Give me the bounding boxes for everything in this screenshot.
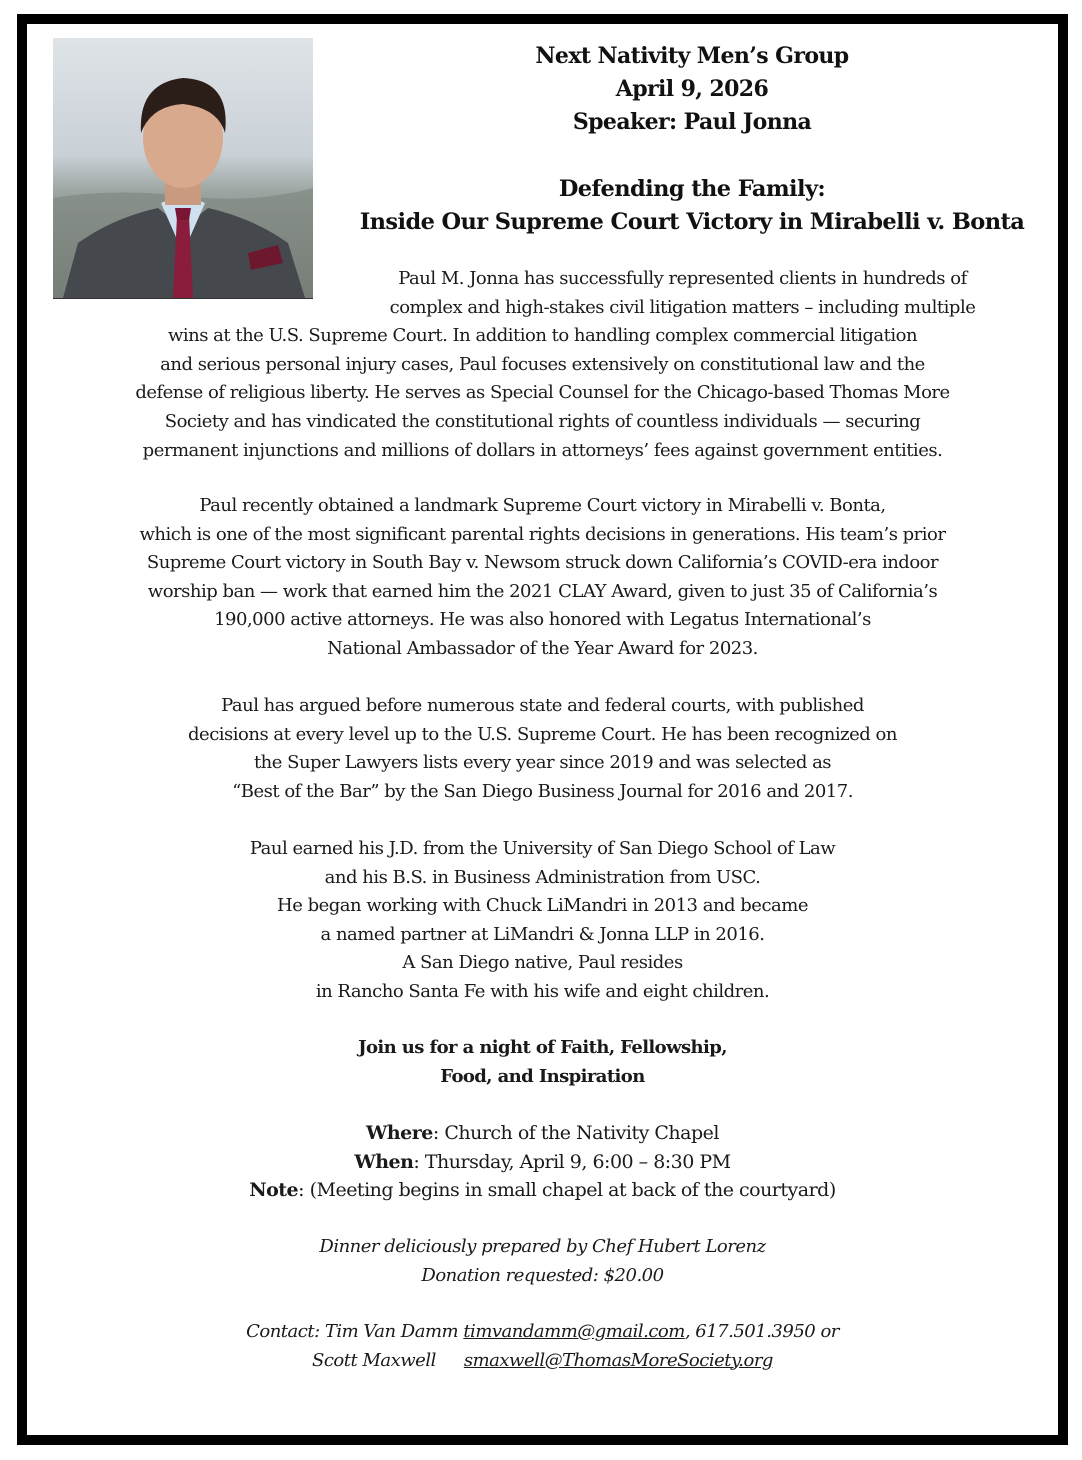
email-link-scott[interactable]: smaxwell@ThomasMoreSociety.org: [463, 1349, 773, 1371]
when-value: : Thursday, April 9, 6:00 – 8:30 PM: [413, 1150, 731, 1173]
bio-line: in Rancho Santa Fe with his wife and eight children.: [315, 980, 770, 1002]
event-header: [327, 40, 1057, 239]
bio-line: defense of religious liberty. He serves as Special Counsel for the Chicago-based Thomas More: [135, 382, 950, 404]
bio-line: Paul recently obtained a landmark Supreme Court victory in Mirabelli v. Bonta,: [199, 495, 886, 516]
email-link-tim[interactable]: timvandamm@gmail.com: [463, 1321, 685, 1342]
talk-title-line2: Inside Our Supreme Court Victory in Mirabelli v. Bonta: [359, 209, 1025, 235]
bio-paragraph-1: [27, 265, 1058, 465]
bio-line: worship ban — work that earned him the 2021 CLAY Award, given to just 35 of California’s: [147, 580, 938, 602]
invitation-heading: [27, 1034, 1058, 1091]
note-label: Note: [249, 1179, 299, 1202]
bio-line: the Super Lawyers lists every year since 2019 and was selected as: [253, 752, 832, 774]
bio-line: which is one of the most significant parental rights decisions in generations. His team’s prior: [139, 523, 946, 545]
bio-line: Paul has argued before numerous state and federal courts, with published: [221, 695, 864, 716]
where-label: Where: [366, 1122, 433, 1144]
where-value: : Church of the Nativity Chapel: [432, 1122, 719, 1144]
event-date: April 9, 2026: [615, 76, 769, 102]
bio-line: Society and has vindicated the constitutional rights of countless individuals — securing: [164, 410, 921, 432]
bio-line: Paul M. Jonna has successfully represented clients in hundreds of: [398, 268, 967, 289]
bio-line: Paul earned his J.D. from the University of San Diego School of Law: [249, 838, 836, 859]
bio-line: “Best of the Bar” by the San Diego Business Journal for 2016 and 2017.: [232, 780, 853, 802]
bio-line: National Ambassador of the Year Award for 2023.: [327, 637, 758, 659]
donation-line: Donation requested: $20.00: [421, 1264, 664, 1286]
contact-info: [27, 1318, 1058, 1375]
chef-line: Dinner deliciously prepared by Chef Hubert Lorenz: [319, 1236, 766, 1257]
contact-line-1: [27, 1318, 1058, 1347]
speaker-portrait-icon: [53, 38, 313, 298]
bio-line: a named partner at LiMandri & Jonna LLP in 2016.: [320, 923, 765, 945]
bio-line: and serious personal injury cases, Paul focuses extensively on constitutional law and the: [160, 353, 925, 375]
invitation-line-2: Food, and Inspiration: [440, 1065, 645, 1087]
where-row: [27, 1119, 1058, 1148]
bio-line: decisions at every level up to the U.S. Supreme Court. He has been recognized on: [188, 723, 897, 745]
contact-line-2: [27, 1347, 1058, 1376]
note-value: : (Meeting begins in small chapel at back of the courtyard): [298, 1179, 836, 1202]
bio-line: wins at the U.S. Supreme Court. In addition to handling complex commercial litigation: [167, 325, 918, 347]
contact-prefix: Contact: Tim Van Damm: [246, 1321, 464, 1342]
bio-paragraph-4: [27, 835, 1058, 1007]
event-speaker: Speaker: Paul Jonna: [572, 109, 812, 135]
contact-phone: , 617.501.3950 or: [684, 1321, 839, 1342]
bio-paragraph-2: [27, 492, 1058, 664]
flyer-border: [17, 14, 1068, 1445]
speaker-photo: [53, 38, 313, 299]
note-row: [27, 1176, 1058, 1205]
event-logistics: [27, 1119, 1058, 1205]
when-row: [27, 1148, 1058, 1177]
bio-line: permanent injunctions and millions of dollars in attorneys’ fees against government entities.: [142, 439, 943, 461]
invitation-line-1: Join us for a night of Faith, Fellowship,: [358, 1037, 727, 1058]
bio-line: and his B.S. in Business Administration from USC.: [324, 866, 761, 888]
bio-paragraph-3: [27, 692, 1058, 806]
bio-line: A San Diego native, Paul resides: [402, 952, 683, 974]
bio-line: Supreme Court victory in South Bay v. Newsom struck down California’s COVID-era indoor: [146, 552, 939, 574]
dinner-info: [27, 1233, 1058, 1290]
talk-title-line1: Defending the Family:: [558, 176, 826, 202]
when-label: When: [354, 1150, 414, 1173]
bio-line: complex and high-stakes civil litigation matters – including multiple: [389, 296, 976, 318]
bio-line: 190,000 active attorneys. He was also honored with Legatus International’s: [214, 609, 871, 631]
contact-name-scott: Scott Maxwell: [312, 1349, 436, 1371]
bio-line: He began working with Chuck LiMandri in 2013 and became: [277, 895, 808, 917]
event-title: Next Nativity Men’s Group: [535, 43, 849, 69]
